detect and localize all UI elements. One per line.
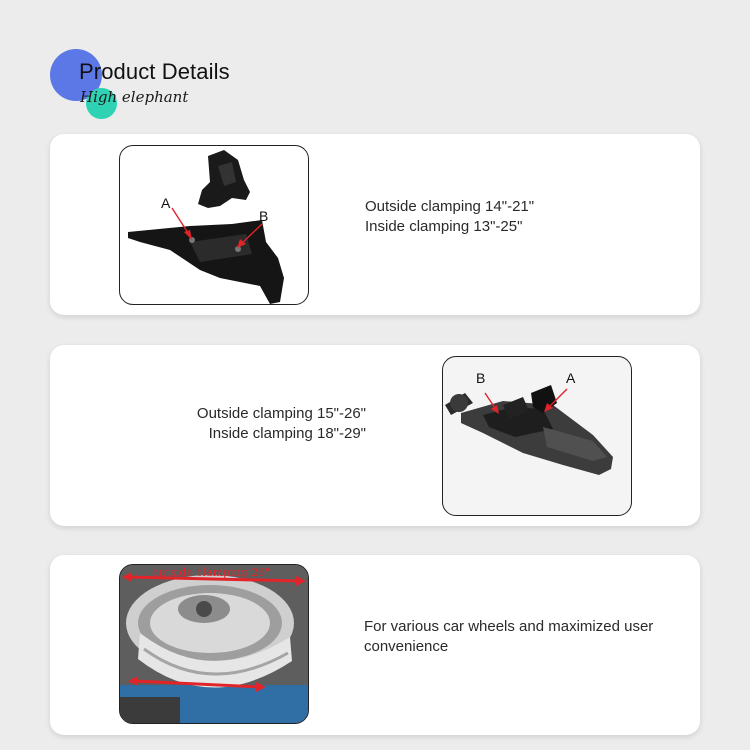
product-card-1 bbox=[50, 134, 700, 315]
label-b: B bbox=[259, 208, 269, 224]
card-3-description: For various car wheels and maximized user convenience bbox=[364, 618, 654, 655]
product-card-3 bbox=[50, 555, 700, 735]
clamp-jaw-image-2 bbox=[442, 356, 632, 516]
inside-clamping-text: Inside clamping 18"-29" bbox=[208, 425, 366, 442]
outside-clamping-text: Outside clamping 15"-26" bbox=[196, 405, 366, 422]
label-a: A bbox=[566, 370, 576, 386]
outside-clamping-text: Outside clamping 14"-21" bbox=[365, 198, 535, 215]
wheel-image bbox=[119, 564, 309, 724]
card-2-description bbox=[184, 404, 366, 444]
card-1-description bbox=[365, 197, 534, 237]
page-header bbox=[0, 0, 750, 130]
page-subtitle: High elephant bbox=[80, 88, 189, 106]
clamp-jaw-illustration-2 bbox=[443, 357, 631, 515]
inside-clamping-text: Inside clamping 13"-25" bbox=[365, 218, 523, 235]
label-a: A bbox=[161, 195, 171, 211]
label-b: B bbox=[476, 370, 486, 386]
page-title: Product Details bbox=[79, 59, 230, 84]
clamp-jaw-illustration-1 bbox=[120, 146, 308, 304]
wheel-rim-illustration bbox=[120, 565, 308, 723]
product-card-2 bbox=[50, 345, 700, 526]
clamp-jaw-image-1 bbox=[119, 145, 309, 305]
image-caption: outside clamping 26" bbox=[152, 566, 271, 579]
